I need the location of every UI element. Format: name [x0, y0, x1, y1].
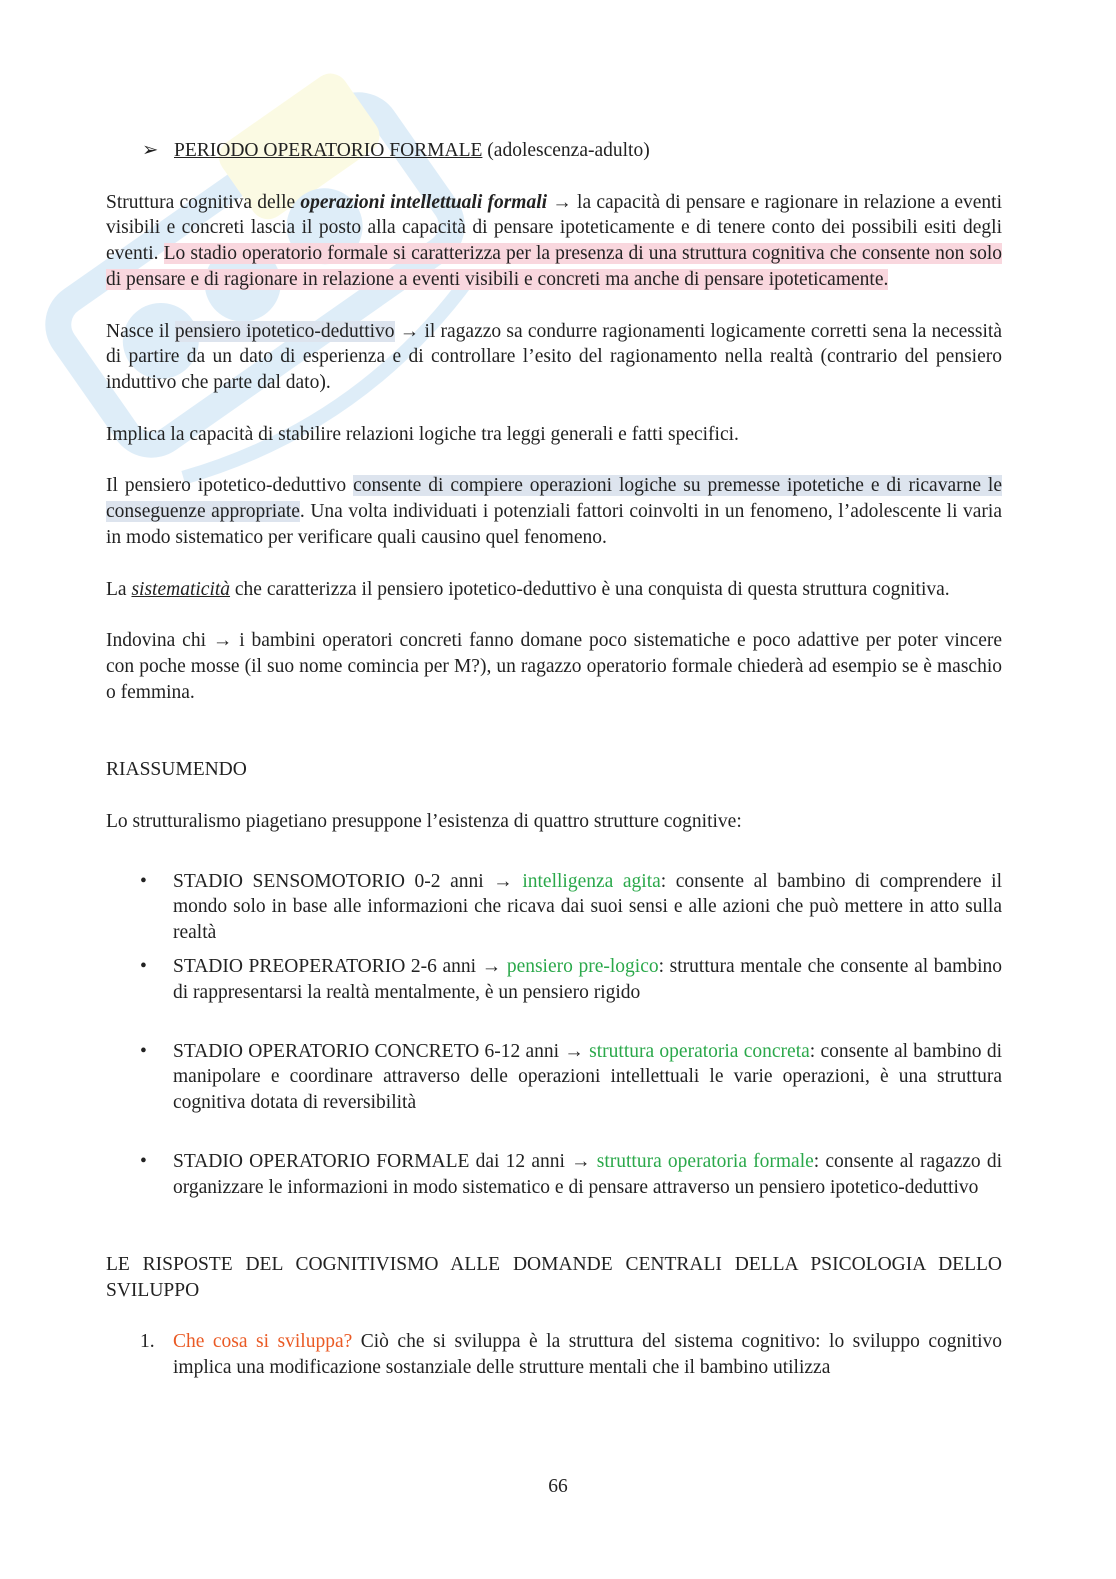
highlight-pink: Lo stadio operatorio formale si caratterizza per la presenza di una struttura cognitiva che consente non solo di pensare e di ragionare in relazione a eventi visibili e concreti ma anche di pensare ipoteticamente.	[106, 243, 1003, 290]
paragraph-operations: Il pensiero ipotetico-deduttivo consente di compiere operazioni logiche su premesse ipotetiche e di ricavarne le conseguenze appropriate. Una volta individuati i potenziali fattori coinvolti in un fenomeno, l’adolescente li varia in modo sistematico per verificare quali causino quel fenomeno.	[106, 475, 1002, 548]
bullet-icon: •	[140, 1150, 147, 1172]
bullet-icon: •	[140, 1040, 147, 1062]
stage-term: struttura operatoria concreta	[589, 1040, 810, 1062]
key-term: sistematicità	[131, 578, 231, 600]
answers-list	[106, 1329, 1002, 1381]
summary-heading: RIASSUMENDO	[106, 759, 247, 781]
list-item: • STADIO OPERATORIO FORMALE dai 12 anni → struttura operatoria formale: consente al ragazzo di organizzare le informazioni in modo sistematico e di pensare attraverso un pensiero ipotetico-deduttivo	[140, 1150, 1002, 1198]
stage-term: intelligenza agita	[522, 870, 661, 892]
list-item: • STADIO SENSOMOTORIO 0-2 anni → intelligenza agita: consente al bambino di comprendere il mondo solo in base alle informazioni che ricava dai suoi sensi e alle azioni che può mettere in atto sulla realtà	[140, 870, 1002, 944]
paragraph-implication: Implica la capacità di stabilire relazioni logiche tra leggi generali e fatti specifici.	[106, 423, 739, 445]
stage-term: pensiero pre-logico	[506, 955, 659, 977]
answers-heading: LE RISPOSTE DEL COGNITIVISMO ALLE DOMANDE CENTRALI DELLA PSICOLOGIA DELLO SVILUPPO	[106, 1254, 1002, 1301]
document-page	[106, 138, 1002, 1381]
list-item: • STADIO OPERATORIO CONCRETO 6-12 anni → struttura operatoria concreta: consente al bambino di manipolare e coordinare attraverso delle operazioni intellettuali le varie operazioni, è una struttura cognitiva dotata di reversibilità	[140, 1040, 1002, 1114]
paragraph-guess-who: Indovina chi → i bambini operatori concreti fanno domane poco sistematiche e poco adattive per poter vincere con poche mosse (il suo nome comincia per M?), un ragazzo operatorio formale chiederà ad esempio se è maschio o femmina.	[106, 630, 1002, 703]
paragraph-structure: Struttura cognitiva delle operazioni intellettuali formali → la capacità di pensare e ragionare in relazione a eventi visibili e concreti lascia il posto alla capacità di pensare ipoteticamente e di tenere conto dei possibili esiti degli eventi. Lo stadio operatorio formale si caratterizza per la presenza di una struttura cognitiva che consente non solo di pensare e di ragionare in relazione a eventi visibili e concreti ma anche di pensare ipoteticamente.	[106, 191, 1003, 290]
key-term: operazioni intellettuali formali	[300, 191, 548, 213]
stages-list	[106, 869, 1002, 1201]
section-heading	[106, 138, 1002, 164]
arrow-bullet-icon: ➢	[142, 140, 159, 161]
highlight-blue: pensiero ipotetico-deduttivo	[174, 320, 395, 342]
highlight-blue: consente di compiere operazioni logiche su premesse ipotetiche e di ricavarne le conseguenze appropriate	[106, 475, 1002, 523]
question-text: Che cosa si sviluppa?	[173, 1331, 353, 1353]
bullet-icon: •	[140, 870, 147, 892]
paragraph-systematicity: La sistematicità che caratterizza il pensiero ipotetico-deduttivo è una conquista di questa struttura cognitiva.	[106, 578, 950, 600]
page-number: 66	[548, 1476, 568, 1497]
section-subtitle: (adolescenza-adulto)	[482, 140, 650, 161]
paragraph-hypothetical-deductive: Nasce il pensiero ipotetico-deduttivo → il ragazzo sa condurre ragionamenti logicamente corretti sena la necessità di partire da un dato di esperienza e di controllare l’esito del ragionamento nella realtà (contrario del pensiero induttivo che parte dal dato).	[106, 320, 1002, 394]
list-item: • STADIO PREOPERATORIO 2-6 anni → pensiero pre-logico: struttura mentale che consente al bambino di rappresentarsi la realtà mentalmente, è un pensiero rigido	[140, 955, 1002, 1003]
bullet-icon: •	[140, 955, 147, 977]
summary-intro: Lo strutturalismo piagetiano presuppone l’esistenza di quattro strutture cognitive:	[106, 810, 742, 832]
stage-term: struttura operatoria formale	[596, 1150, 814, 1172]
item-number: 1.	[140, 1331, 155, 1353]
section-title: PERIODO OPERATORIO FORMALE	[174, 140, 483, 161]
list-item: 1. Che cosa si sviluppa? Ciò che si sviluppa è la struttura del sistema cognitivo: lo sviluppo cognitivo implica una modificazione sostanziale delle strutture mentali che il bambino utilizza	[140, 1331, 1002, 1379]
